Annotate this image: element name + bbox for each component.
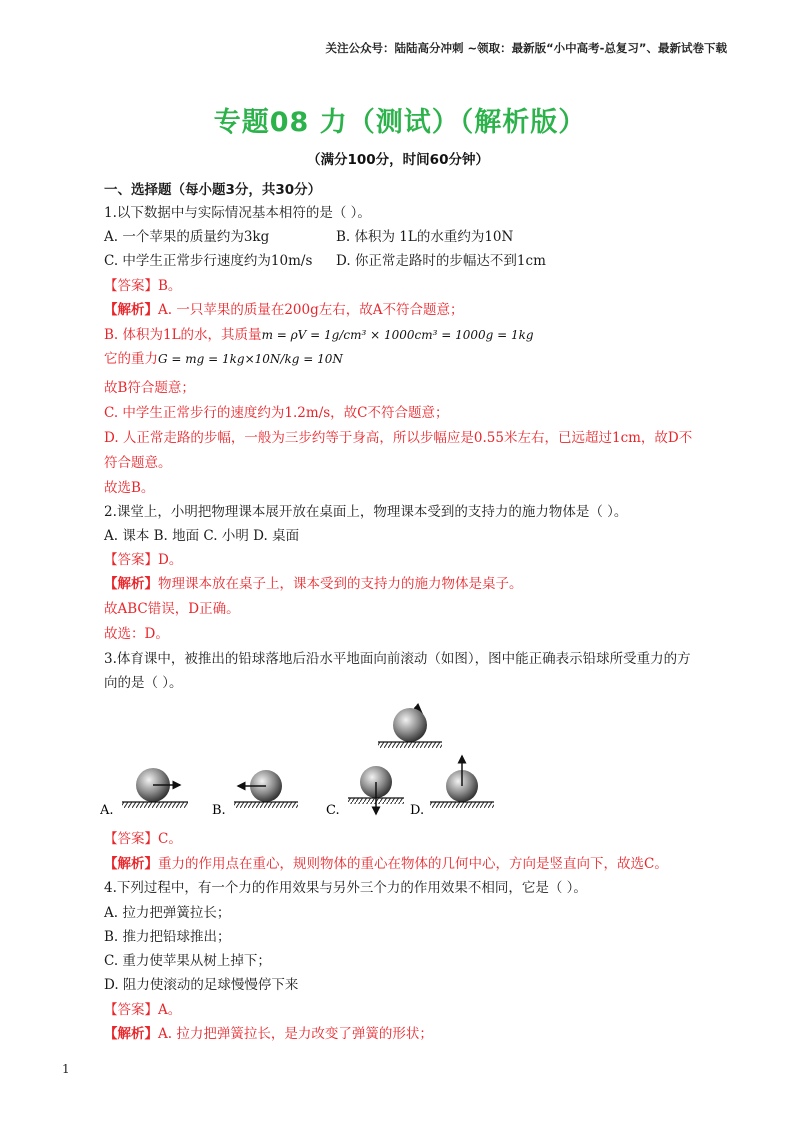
page-header: 关注公众号：陆陆高分冲刺 ~领取：最新版“小中高考-总复习”、最新试卷下载 [325, 41, 727, 55]
ground-hatch [430, 802, 494, 808]
q4-answer: 【答案】A。 [104, 1002, 182, 1018]
q1-option-d: D. 你正常走路时的步幅达不到1cm [336, 253, 546, 269]
analysis-tag: 【解析】 [104, 1026, 158, 1042]
option-a-diagram [122, 768, 188, 808]
q1-stem: 1.以下数据中与实际情况基本相符的是（ ）。 [104, 205, 371, 221]
analysis-tag: 【解析】 [104, 576, 158, 592]
q2-analysis-1-text: 物理课本放在桌子上，课本受到的支持力的施力物体是桌子。 [158, 576, 523, 592]
q2-answer: 【答案】D。 [104, 552, 183, 568]
analysis-tag: 【解析】 [104, 856, 158, 872]
q4-option-c: C. 重力使苹果从树上掉下； [104, 953, 271, 969]
option-d-label: D. [410, 803, 425, 818]
q4-option-b: B. 推力把铅球推出； [104, 929, 231, 945]
q1-options-row1 [104, 228, 513, 246]
q4-analysis-1 [104, 1025, 433, 1043]
option-d-diagram [430, 756, 494, 808]
q4-option-d: D. 阻力使滚动的足球慢慢停下来 [104, 977, 299, 993]
q1-analysis-4: 故B符合题意； [104, 380, 195, 396]
q3-analysis-1 [104, 855, 668, 873]
section-heading: 一、选择题（每小题3分，共30分） [104, 182, 322, 198]
q3-figure [100, 688, 520, 818]
q1-option-c: C. 中学生正常步行速度约为10m/s [104, 253, 313, 269]
option-c-label: C. [326, 803, 340, 818]
ground-hatch [122, 802, 188, 808]
shot-put-ball [393, 708, 427, 742]
q1-weight-formula: G = mg = 1kg×10N/kg = 10N [158, 352, 343, 366]
q3-analysis-1-text: 重力的作用点在重心，规则物体的重心在物体的几何中心，方向是竖直向下，故选C。 [158, 856, 668, 872]
q3-stem-1: 3.体育课中，被推出的铅球落地后沿水平地面向前滚动（如图），图中能正确表示铅球所受重力的方 [104, 651, 691, 667]
q4-option-a: A. 拉力把弹簧拉长； [104, 905, 231, 921]
page-number: 1 [62, 1062, 70, 1076]
q4-stem: 4.下列过程中，有一个力的作用效果与另外三个力的作用效果不相同，它是（ ）。 [104, 880, 587, 896]
option-c-diagram [348, 766, 404, 814]
q1-analysis-6: D. 人正常走路的步幅，一般为三步约等于身高，所以步幅应是0.55米左右，已远超过1cm，故D不 [104, 430, 693, 446]
q1-analysis-1 [104, 301, 464, 319]
q1-analysis-8: 故选B。 [104, 480, 155, 496]
ground-hatch [234, 802, 298, 808]
option-b-label: B. [212, 803, 226, 818]
q1-analysis-2-text: B. 体积为1L的水，其质量 [104, 327, 262, 343]
q1-option-b: B. 体积为 1L的水重约为10N [336, 229, 514, 245]
reference-ball [378, 708, 442, 748]
q3-stem-2: 向的是（ ）。 [104, 675, 183, 691]
q2-options: A. 课本 B. 地面 C. 小明 D. 桌面 [104, 528, 300, 544]
q1-analysis-5: C. 中学生正常步行的速度约为1.2m/s，故C不符合题意； [104, 405, 449, 421]
q2-analysis-2: 故ABC错误，D正确。 [104, 601, 240, 617]
q2-analysis-3: 故选：D。 [104, 626, 169, 642]
q4-analysis-1-text: A. 拉力把弹簧拉长，是力改变了弹簧的形状； [158, 1026, 433, 1042]
q2-analysis-1 [104, 575, 523, 593]
option-b-diagram [234, 770, 298, 808]
page-subtitle: （满分100分，时间60分钟） [307, 152, 489, 168]
option-a-label: A. [100, 803, 114, 818]
ground-hatch [378, 742, 442, 748]
page-title: 专题08 力（测试）（解析版） [213, 107, 587, 138]
analysis-tag: 【解析】 [104, 302, 158, 318]
q1-analysis-3 [104, 350, 343, 368]
q1-analysis-1-text: A. 一只苹果的质量在200g左右，故A不符合题意； [158, 302, 464, 318]
q1-analysis-7: 符合题意。 [104, 455, 172, 471]
q1-mass-formula: m = ρV = 1g/cm³ × 1000cm³ = 1000g = 1kg [261, 328, 534, 342]
q1-options-row2 [104, 252, 546, 270]
q3-answer: 【答案】C。 [104, 831, 182, 847]
q1-option-a: A. 一个苹果的质量约为3kg [104, 229, 270, 245]
q1-answer: 【答案】B。 [104, 278, 182, 294]
q1-analysis-3-text: 它的重力 [104, 351, 158, 367]
q2-stem: 2.课堂上，小明把物理课本展开放在桌面上，物理课本受到的支持力的施力物体是（ ）。 [104, 504, 628, 520]
q1-analysis-2 [104, 326, 534, 344]
